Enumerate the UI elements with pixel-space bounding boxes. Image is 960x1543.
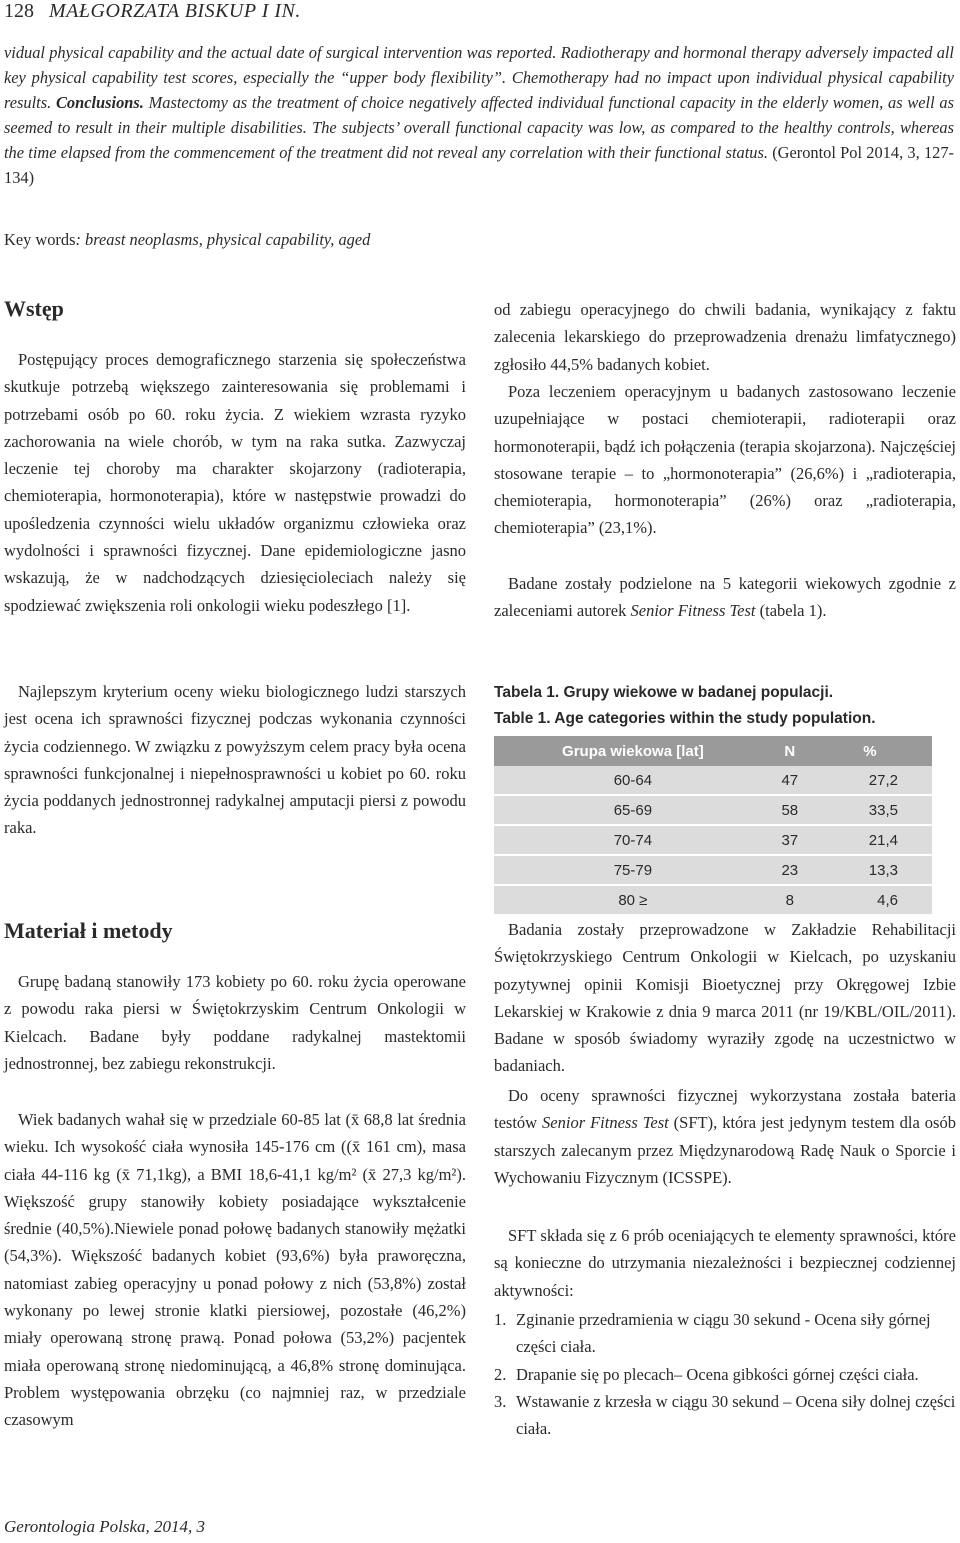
table-cell-percent: 13,3 [808,855,932,885]
abstract-part2: Mastectomy as the treatment of choice negatively affected individual functional capacity in the elderly women, as well as seemed to result in their multiple disabilities. The subjects’ overall functional capacity was low, as compared to the healthy controls, whereas the time elapsed from the commencement of the treatment did not reveal any correlation with their functional status. [4,93,954,162]
senior-fitness-test-term: Senior Fitness Test [542,1113,669,1133]
paragraph-intro-2: Najlepszym kryterium oceny wieku biologicznego ludzi starszych jest ocena ich sprawności fizycznej podczas wykonania czynności życia codziennego. W związku z powyższym celem pracy była ocena sprawności funkcjonalnej i niepełnosprawności u kobiet po 60. roku życia poddanych jednostronnej radykalnej amputacji piersi z powodu raka. [4,682,466,838]
table-cell-age: 75-79 [494,855,772,885]
table-cell-n: 8 [772,885,808,915]
table-row [494,766,932,795]
keywords-text: : breast neoplasms, physical capability, aged [75,230,371,249]
table-row [494,825,932,855]
paragraph-right-6: SFT składa się z 6 prób oceniających te elementy sprawności, które są konieczne do utrzymania niezależności i bezpiecznej codziennej aktywności: [494,1226,956,1300]
table-cell-percent: 21,4 [808,825,932,855]
table-cell-age: 70-74 [494,825,772,855]
paragraph-methods-2: Wiek badanych wahał się w przedziale 60-85 lat (x̄ 68,8 lat średnia wieku. Ich wysokość ciała wynosiła 145-176 cm ((x̄ 161 cm), masa ciała 44-116 kg (x̄ 71,1kg), a BMI 18,6-41,1 kg/m² (x̄ 27,3 kg/m²). Większość grupy stanowiły kobiety posiadające wykształcenie średnie (40,5%).Niewiele ponad połowę badanych stanowiły mężatki (54,3%). Większość badanych kobiet (93,6%) była praworęczna, natomiast zabieg operacyjny u ponad połowy z nich (53,8%) został wykonany po lewej stronie klatki piersiowej, pozostałe (46,2%) miały operowaną stronę prawą. Ponad połowa (53,2%) pacjentek miała operowaną stronę niedominującą, a 46,8% stronę dominująca. Problem występowania obrzęku (co najmniej raz, w przedziale czasowym [4,1110,466,1430]
table-cell-percent: 4,6 [808,885,932,915]
paragraph-right-3-text-b: (tabela 1). [755,601,827,621]
table-row [494,855,932,885]
list-item [494,1388,956,1443]
paragraph-right-5-text-a: Do oceny sprawności fizycznej wykorzystana została bateria testów [494,1086,956,1133]
table-header-n: N [772,736,808,766]
paragraph-methods-1: Grupę badaną stanowiły 173 kobiety po 60. roku życia operowane z powodu raka piersi w Świętokrzyskim Centrum Onkologii w Kielcach. Badane były poddane radykalnej mastektomii jednostronnej, bez zabiegu rekonstrukcji. [4,972,466,1073]
table-cell-age: 60-64 [494,766,772,795]
list-item-number: 3. [494,1391,507,1411]
table-cell-age: 80 ≥ [494,885,772,915]
table-cell-percent: 33,5 [808,795,932,825]
table-row [494,885,932,915]
list-item-text: Zginanie przedramienia w ciągu 30 sekund - Ocena siły górnej części ciała. [516,1310,931,1357]
sft-test-list [494,1306,956,1442]
table-header-age: Grupa wiekowa [lat] [494,736,772,766]
table-cell-n: 23 [772,855,808,885]
journal-footer: Gerontologia Polska, 2014, 3 [4,1517,205,1536]
senior-fitness-test-term: Senior Fitness Test [630,601,756,621]
list-item-text: Drapanie się po plecach– Ocena gibkości górnej części ciała. [516,1364,919,1384]
table-caption-en: Table 1. Age categories within the study population. [494,710,876,727]
section-title-wstep: Wstęp [4,296,64,321]
paragraph-right-2: Poza leczeniem operacyjnym u badanych zastosowano leczenie uzupełniające w postaci chemioterapii, radioterapii oraz hormonoterapii, bądź ich połączenia (terapia skojarzona). Najczęściej stosowane terapie – to „hormonoterapia” (26,6%) i „radioterapia, chemioterapia, hormonoterapia” (26%) oraz „radioterapia, chemioterapia” (23,1%). [494,382,956,538]
keywords-label: Key words [4,230,76,249]
table-row [494,795,932,825]
table-cell-n: 37 [772,825,808,855]
paragraph-right-3-text-a: Badane zostały podzielone na 5 kategorii wiekowych zgodnie z zaleceniami autorek [494,574,956,621]
abstract-citation: (Gerontol Pol 2014, 3, 127-134) [4,143,954,187]
table-header-percent: % [808,736,932,766]
section-title-methods: Materiał i metody [4,918,173,943]
running-head-authors: MAŁGORZATA BISKUP I IN. [49,0,301,22]
paragraph-intro-1: Postępujący proces demograficznego starzenia się społeczeństwa skutkuje potrzebą większego zainteresowania się problemami i potrzebami osób po 60. roku życia. Z wiekiem wzrasta ryzyko zachorowania na wiele chorób, w tym na raka sutka. Zazwyczaj leczenie tej choroby ma charakter skojarzony (radioterapia, chemioterapia, hormonoterapia), które w następstwie prowadzi do upośledzenia czynności wielu układów organizmu człowieka oraz wydolności i sprawności fizycznej. Dane epidemiologiczne jasno wskazują, że w nadchodzących dziesięcioleciach należy się spodziewać zwiększenia roli onkologii wieku podeszłego [1]. [4,350,466,615]
paragraph-right-5-text-b: (SFT), która jest jedynym testem dla osób starszych zalecanym przez Międzynarodową Radę Nauk o Sporcie i Wychowaniu Fizycznym (ICSSPE). [494,1113,956,1187]
list-item [494,1361,956,1388]
conclusions-label: Conclusions. [55,93,144,112]
page-header [4,0,301,23]
list-item-number: 1. [494,1310,507,1329]
table-cell-percent: 27,2 [808,766,932,795]
age-categories-table [494,736,932,916]
table-cell-n: 47 [772,766,808,795]
paragraph-right-4: Badania zostały przeprowadzone w Zakładzie Rehabilitacji Świętokrzyskiego Centrum Onkologii w Kielcach, po uzyskaniu pozytywnej opinii Komisji Bioetycznej przy Okręgowej Izbie Lekarskiej w Krakowie z dnia 9 marca 2011 (nr 19/KBL/OIL/2011). Badane w sposób świadomy wyraziły zgodę na uczestnictwo w badaniach. [494,920,956,1076]
paragraph-right-5 [494,1082,956,1191]
paragraph-right-3 [494,570,956,625]
abstract-part1: vidual physical capability and the actual date of surgical intervention was reported. Radiotherapy and hormonal therapy adversely impacted all key physical capability test scores, especially the “upper body flexibility”. Chemotherapy had no impact upon individual physical capability results. [4,43,954,112]
paragraph-right-1: od zabiegu operacyjnego do chwili badania, wynikający z faktu zalecenia lekarskiego do przeprowadzenia drenażu limfatycznego) zgłosiło 44,5% badanych kobiet. [494,300,956,374]
abstract [4,40,954,190]
table-cell-age: 65-69 [494,795,772,825]
list-item-number: 2. [494,1364,507,1384]
list-item-text: Wstawanie z krzesła w ciągu 30 sekund – Ocena siły dolnej części ciała. [516,1391,956,1439]
table-caption-pl: Tabela 1. Grupy wiekowe w badanej populacji. [494,684,834,701]
table-cell-n: 58 [772,795,808,825]
table-header-row [494,736,932,766]
list-item [494,1306,956,1361]
keywords [4,230,370,250]
page-number: 128 [4,0,34,22]
